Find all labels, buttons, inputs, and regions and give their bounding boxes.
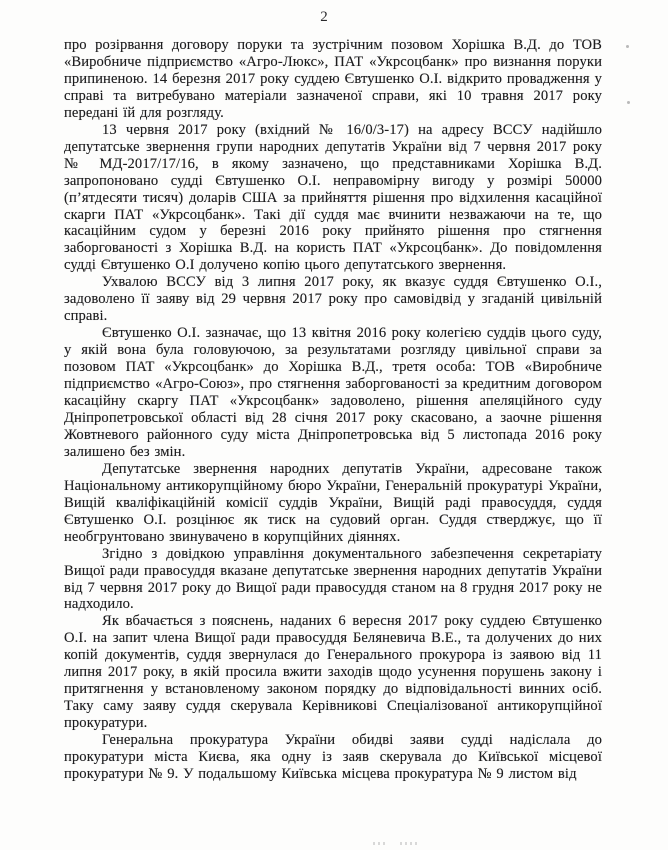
paragraph-6: Згідно з довідкою управління документального забезпечення секретаріату Вищої ради правосуддя вказане депутатське звернення народних депутатів України від 7 червня 2017 року до Вищої ради правосуддя станом на 8 грудня 2017 року не надходило. (64, 545, 602, 613)
paragraph-3: Ухвалою ВССУ від 3 липня 2017 року, як вказує суддя Євтушенко О.І., задоволено її заяву від 29 червня 2017 року про самовідвід у згаданій цивільній справі. (64, 274, 602, 325)
paragraph-4: Євтушенко О.І. зазначає, що 13 квітня 2016 року колегією суддів цього суду, у якій вона була головуючою, за результатами розгляду цивільної справи за позовом ПАТ «Укрсоцбанк» до Хорішка В.Д., третя особа: ТОВ «Виробниче підприємство «Агро-Союз», про стягнення заборгованості за кредитним договором касаційну скаргу ПАТ «Укрсоцбанк» задоволено, рішення апеляційного суду Дніпропетровської області від 28 січня 2017 року скасовано, а заочне рішення Жовтневого районного суду міста Дніпропетровська від 5 листопада 2016 року залишено без змін. (64, 325, 602, 460)
paragraph-5: Депутатське звернення народних депутатів України, адресоване також Національному антикорупційному бюро України, Генеральній прокуратурі України, Вищій кваліфікаційній комісії суддів України, Вищій раді правосуддя, суддя Євтушенко О.І. розцінює як тиск на судовий орган. Суддя стверджує, що її необгрунтовано звинувачено в корупційних діяннях. (64, 460, 602, 545)
scan-smudge (400, 842, 420, 845)
paragraph-1: про розірвання договору поруки та зустрічним позовом Хорішка В.Д. до ТОВ «Виробниче підприємство «Агро-Люкс», ПАТ «Укрсоцбанк» про визнання поруки припиненою. 14 березня 2017 року суддею Євтушенко О.І. відкрито провадження у справі та витребувано матеріали зазначеної справи, які 10 травня 2017 року передані їй для розгляду. (64, 37, 602, 121)
scan-speck (627, 101, 630, 104)
document-body (64, 37, 602, 783)
paragraph-7: Як вбачається з пояснень, наданих 6 вересня 2017 року суддею Євтушенко О.І. на запит члена Вищої ради правосуддя Беляневича В.Е., та долучених до них копій документів, суддя звернулася до Генерального прокурора із заявою від 11 липня 2017 року, в якій просила вжити заходів щодо усунення порушень закону і притягнення у встановленому законом порядку до відповідальності винних осіб. Таку саму заяву суддя скерувала Керівникові Спеціалізованої антикорупційної прокуратури. (64, 613, 602, 732)
paragraph-8: Генеральна прокуратура України обидві заяви судді надіслала до прокуратури міста Києва, яка одну із заяв скерувала до Київської місцевої прокуратури № 9. У подальшому Київська місцева прокуратура № 9 листом від (64, 732, 602, 782)
scan-smudge (373, 842, 387, 845)
scan-speck (626, 45, 629, 48)
paragraph-2: 13 червня 2017 року (вхідний № 16/0/3-17) на адресу ВССУ надійшло депутатське звернення групи народних депутатів України від 7 червня 2017 року № МД-2017/17/16, в якому зазначено, що представниками Хорішка В.Д. запропоновано судді Євтушенко О.І. неправомірну вигоду у розмірі 50000 (п’ятдесяти тисяч) доларів США за прийняття рішення про відхилення касаційної скарги ПАТ «Укрсоцбанк». Такі дії суддя має вчинити незважаючи на те, що касаційним судом у березні 2016 року прийнято рішення про стягнення заборгованості з Хорішка В.Д. на користь ПАТ «Укрсоцбанк». До повідомлення судді Євтушенко О.І долучено копію цього депутатського звернення. (64, 121, 602, 274)
page-number: 2 (320, 9, 328, 25)
